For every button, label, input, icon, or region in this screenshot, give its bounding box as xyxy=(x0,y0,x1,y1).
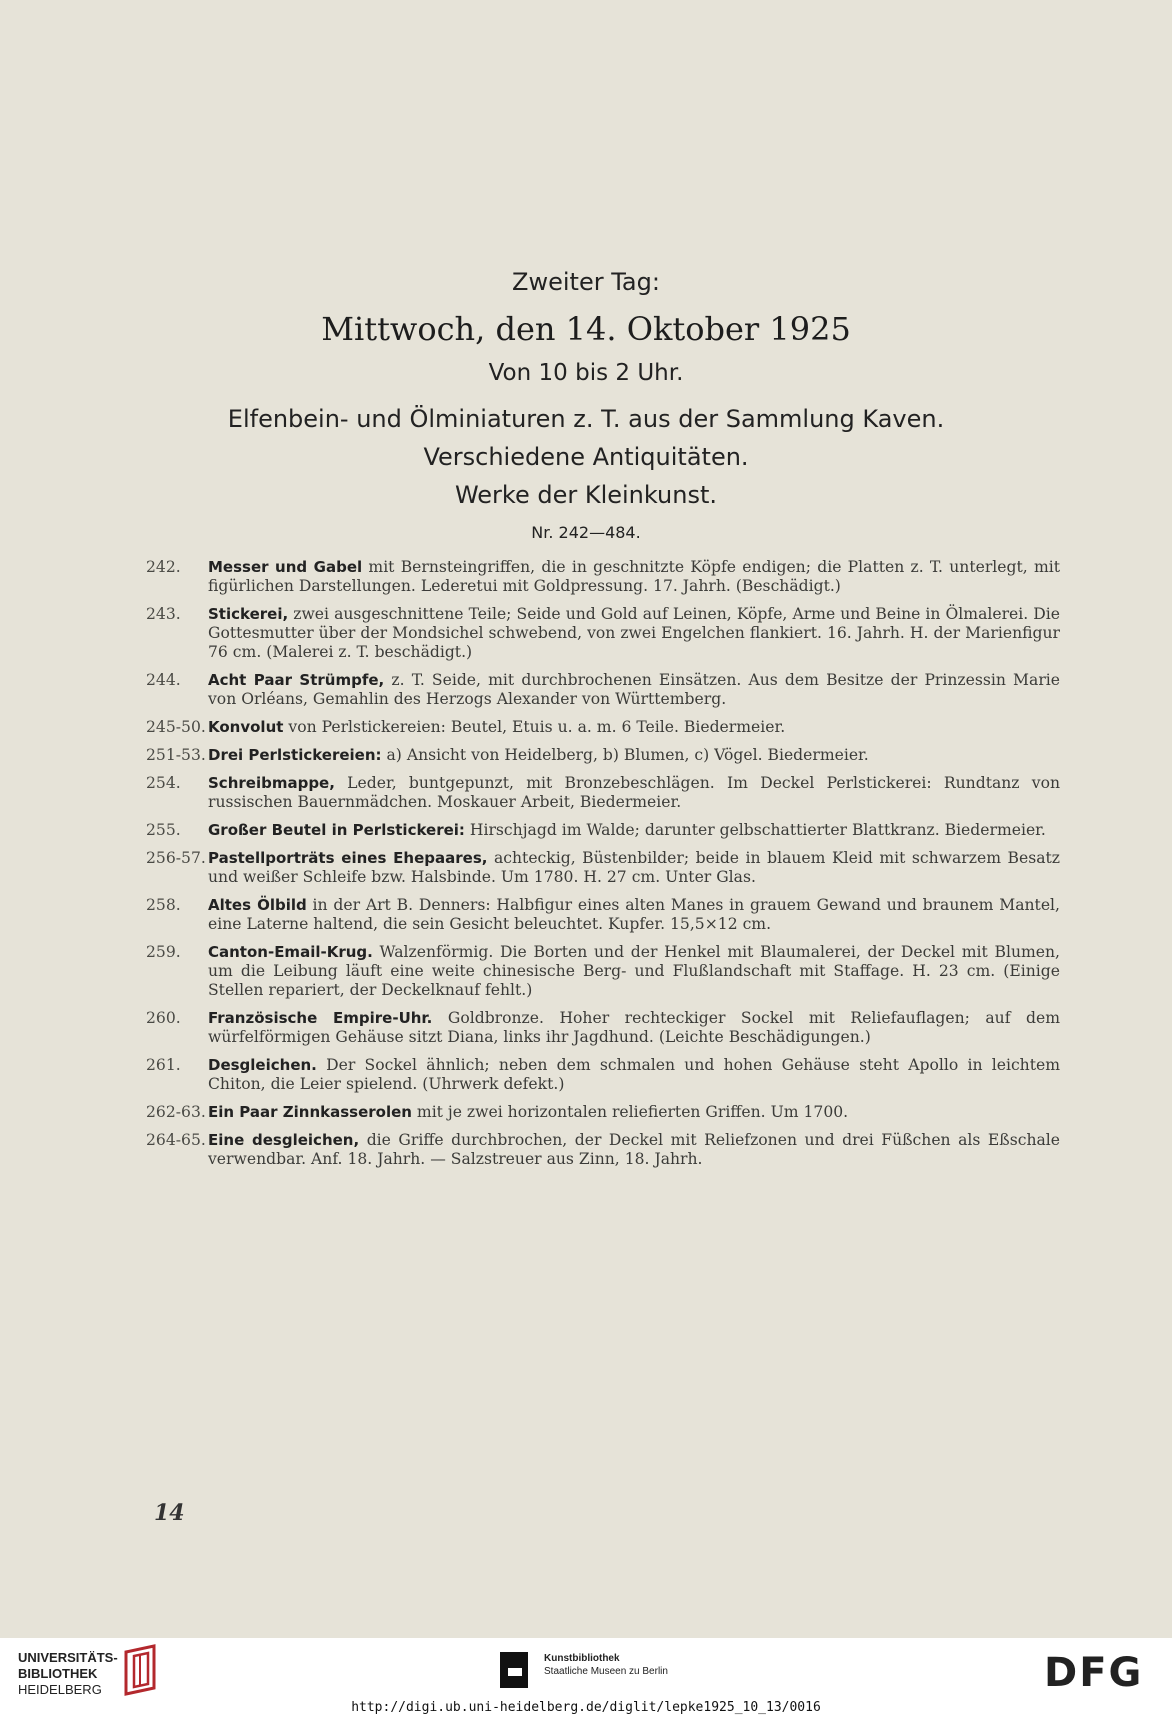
lot-entry xyxy=(146,1131,1060,1169)
university-library-logo-icon[interactable] xyxy=(120,1644,164,1696)
lot-entry xyxy=(146,774,1060,812)
lot-description xyxy=(208,1056,1060,1094)
lot-text: Leder, buntgepunzt, mit Bronzebeschlägen. Im Deckel Perlstickerei: Rundtanz von russischen Bauernmädchen. Moskauer Arbeit, Biedermeier. xyxy=(208,774,1060,811)
lot-title: Altes Ölbild xyxy=(208,896,307,914)
lot-number: 243. xyxy=(146,605,181,623)
lot-text: mit je zwei horizontalen reliefierten Griffen. Um 1700. xyxy=(411,1103,849,1121)
lot-text: Walzenförmig. Die Borten und der Henkel mit Blaumalerei, der Deckel mit Blumen, um die Leibung läuft eine weite chinesische Berg- und Flußlandschaft mit Staffage. H. 23 cm. (Einige Stellen repariert, der Deckelknauf fehlt.) xyxy=(208,943,1060,999)
lot-text: Goldbronze. Hoher rechteckiger Sockel mit Reliefauflagen; auf dem würfelförmigen Gehäuse sitzt Diana, links ihr Jagdhund. (Leichte Beschädigungen.) xyxy=(208,1009,1060,1046)
lot-number: 264-65. xyxy=(146,1131,206,1149)
ub-line-2: BIBLIOTHEK xyxy=(18,1666,98,1681)
lot-title: Ein Paar Zinnkasserolen xyxy=(208,1103,412,1121)
lot-description xyxy=(208,1131,1060,1169)
ub-line-3: HEIDELBERG xyxy=(18,1682,102,1697)
subtitle-antiques: Verschiedene Antiquitäten. xyxy=(423,443,749,471)
source-url-link[interactable]: http://digi.ub.uni-heidelberg.de/diglit/lepke1925_10_13/0016 xyxy=(351,1700,821,1715)
lot-number: 259. xyxy=(146,943,181,961)
lot-text: Der Sockel ähnlich; neben dem schmalen und hohen Gehäuse steht Apollo in leichtem Chiton, die Leier spielend. (Uhrwerk defekt.) xyxy=(208,1056,1060,1093)
lot-entry xyxy=(146,943,1060,1000)
lot-number: 254. xyxy=(146,774,181,792)
lot-description xyxy=(208,718,1060,737)
lot-entry xyxy=(146,1056,1060,1094)
lot-number: 242. xyxy=(146,558,181,576)
kunstbibliothek-logo-icon[interactable] xyxy=(500,1652,528,1688)
lot-title: Canton-Email-Krug. xyxy=(208,943,373,961)
lot-description xyxy=(208,849,1060,887)
subtitle-small-art: Werke der Kleinkunst. xyxy=(454,481,718,509)
lot-text: zwei ausgeschnittene Teile; Seide und Gold auf Leinen, Köpfe, Arme und Beine in Ölmalerei. Die Gottesmutter über der Mondsichel schwebend, von zwei Engelchen flankiert. 16. Jahrh. H. der Marienfigur 76 cm. (Malerei z. T. beschädigt.) xyxy=(208,605,1060,661)
lot-number: 261. xyxy=(146,1056,181,1074)
dfg-logo[interactable]: DFG xyxy=(1044,1650,1144,1696)
lot-title: Pastellporträts eines Ehepaares, xyxy=(208,849,488,867)
lot-entry xyxy=(146,671,1060,709)
kunstbibliothek-label[interactable] xyxy=(544,1652,668,1678)
footer-bar xyxy=(0,1638,1172,1721)
lot-entry xyxy=(146,896,1060,934)
lot-description xyxy=(208,671,1060,709)
lot-number: 255. xyxy=(146,821,181,839)
hours-heading: Von 10 bis 2 Uhr. xyxy=(488,360,684,386)
lot-description xyxy=(208,558,1060,596)
lot-description xyxy=(208,896,1060,934)
lot-entry xyxy=(146,746,1060,765)
lot-text: Hirschjagd im Walde; darunter gelbschattierter Blattkranz. Biedermeier. xyxy=(464,821,1046,839)
lot-title: Drei Perlstickereien: xyxy=(208,746,382,764)
lot-title: Eine desgleichen, xyxy=(208,1131,360,1149)
lot-number: 251-53. xyxy=(146,746,206,764)
lot-entry xyxy=(146,849,1060,887)
lot-text: die Griffe durchbrochen, der Deckel mit Reliefzonen und drei Füßchen als Eßschale verwendbar. Anf. 18. Jahrh. — Salzstreuer aus Zinn, 18. Jahrh. xyxy=(208,1131,1060,1168)
lot-number: 245-50. xyxy=(146,718,206,736)
ub-line-1: UNIVERSITÄTS- xyxy=(18,1650,118,1665)
lot-entry xyxy=(146,1103,1060,1122)
lot-list xyxy=(146,558,1060,1178)
lot-entry xyxy=(146,821,1060,840)
lot-range: Nr. 242—484. xyxy=(531,523,641,542)
lot-description xyxy=(208,1103,1060,1122)
page-number: 14 xyxy=(154,1500,185,1526)
lot-text: in der Art B. Denners: Halbfigur eines alten Manes in grauem Gewand und braunem Mantel, eine Laterne haltend, die sein Gesicht beleuchtet. Kupfer. 15,5×12 cm. xyxy=(208,896,1060,933)
lot-description xyxy=(208,821,1060,840)
lot-description xyxy=(208,605,1060,662)
lot-title: Konvolut xyxy=(208,718,284,736)
kb-line-1: Kunstbibliothek xyxy=(544,1653,620,1664)
lot-entry xyxy=(146,718,1060,737)
lot-description xyxy=(208,943,1060,1000)
lot-text: mit Bernsteingriffen, die in geschnitzte Köpfe endigen; die Platten z. T. unterlegt, mit figürlichen Darstellungen. Lederetui mit Goldpressung. 17. Jahrh. (Beschädigt.) xyxy=(208,558,1060,595)
kb-line-2: Staatliche Museen zu Berlin xyxy=(544,1666,668,1677)
lot-entry xyxy=(146,1009,1060,1047)
lot-text: achteckig, Büstenbilder; beide in blauem Kleid mit schwarzem Besatz und weißer Schleife bzw. Halsbinde. Um 1780. H. 27 cm. Unter Glas. xyxy=(208,849,1060,886)
subtitle-miniatures: Elfenbein- und Ölminiaturen z. T. aus der Sammlung Kaven. xyxy=(227,405,945,433)
lot-text: z. T. Seide, mit durchbrochenen Einsätzen. Aus dem Besitze der Prinzessin Marie von Orléans, Gemahlin des Herzogs Alexander von Württemberg. xyxy=(208,671,1060,708)
lot-number: 244. xyxy=(146,671,181,689)
lot-title: Stickerei, xyxy=(208,605,289,623)
lot-description xyxy=(208,774,1060,812)
lot-title: Großer Beutel in Perlstickerei: xyxy=(208,821,465,839)
lot-description xyxy=(208,1009,1060,1047)
lot-title: Desgleichen. xyxy=(208,1056,317,1074)
date-heading: Mittwoch, den 14. Oktober 1925 xyxy=(321,310,851,348)
lot-number: 256-57. xyxy=(146,849,206,867)
lot-title: Messer und Gabel xyxy=(208,558,363,576)
lot-description xyxy=(208,746,1060,765)
lot-number: 262-63. xyxy=(146,1103,206,1121)
lot-entry xyxy=(146,605,1060,662)
lot-text: von Perlstickereien: Beutel, Etuis u. a. m. 6 Teile. Biedermeier. xyxy=(283,718,786,736)
lot-number: 260. xyxy=(146,1009,181,1027)
lot-entry xyxy=(146,558,1060,596)
lot-title: Acht Paar Strümpfe, xyxy=(208,671,385,689)
lot-number: 258. xyxy=(146,896,181,914)
lot-title: Schreibmappe, xyxy=(208,774,335,792)
lot-text: a) Ansicht von Heidelberg, b) Blumen, c) Vögel. Biedermeier. xyxy=(381,746,869,764)
lot-title: Französische Empire-Uhr. xyxy=(208,1009,433,1027)
day-heading: Zweiter Tag: xyxy=(512,268,660,296)
university-library-logo-text[interactable] xyxy=(18,1650,118,1698)
